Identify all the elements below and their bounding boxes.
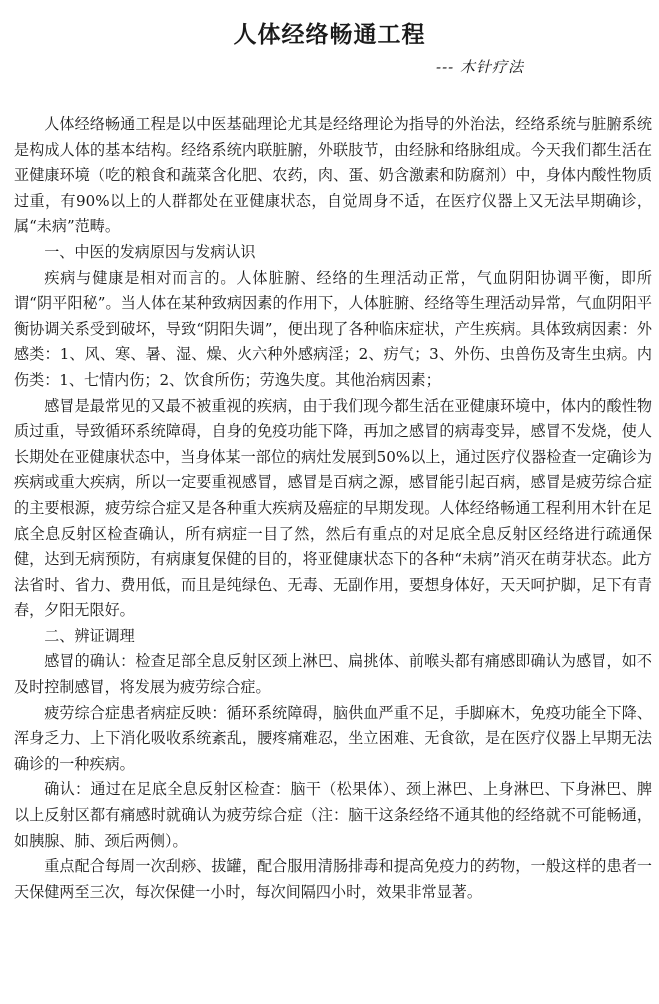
paragraph-cold: 感冒是最常见的又最不被重视的疾病，由于我们现今都生活在亚健康环境中，体内的酸性物质过重，导致循环系统障碍，自身的免疫功能下降，再加之感冒的病毒变异，感冒不发烧，使人长期处在亚健康状态中，当身体某一部位的病灶发展到50%以上，通过医疗仪器检查一定确诊为疾病或重大疾病，所以一定要重视感冒，感冒是百病之源，感冒能引起百病，感冒是疲劳综合症的主要根源，疲劳综合症又是各种重大疾病及癌症的早期发现。人体经络畅通工程利用木针在足底全息反射区检查确认，所有病症一目了然，然后有重点的对足底全息反射区经络进行疏通保健，达到无病预防，有病康复保健的目的，将亚健康状态下的各种“未病”消灭在萌芽状态。此方法省时、省力、费用低，而且是纯绿色、无毒、无副作用，要想身体好，天天呵护脚，足下有青春，夕阳无限好。 xyxy=(14,396,652,620)
document-subtitle: --- 木针疗法 xyxy=(436,58,524,76)
paragraph-disease-causes: 疾病与健康是相对而言的。人体脏腑、经络的生理活动正常，气血阴阳协调平衡，即所谓“阴平阳秘”。当人体在某种致病因素的作用下，人体脏腑、经络等生理活动异常，气血阴阳平衡协调关系受到破坏，导致“阴阳失调”，便出现了各种临床症状，产生疾病。具体致病因素：外感类：1、风、寒、暑、湿、燥、火六种外感病淫；2、疠气；3、外伤、虫兽伤及寄生虫病。内伤类：1、七情内伤；2、饮食所伤；劳逸失度。其他治病因素； xyxy=(14,268,652,389)
paragraph-fatigue-symptoms: 疲劳综合症患者病症反映：循环系统障碍，脑供血严重不足，手脚麻木，免疫功能全下降、浑身乏力、上下消化吸收系统紊乱，腰疼痛难忍，坐立困难、无食欲，是在医疗仪器上早期无法确诊的一种疾病。 xyxy=(14,703,652,773)
paragraph-intro: 人体经络畅通工程是以中医基础理论尤其是经络理论为指导的外治法，经络系统与脏腑系统是构成人体的基本结构。经络系统内联脏腑，外联肢节，由经脉和络脉组成。今天我们都生活在亚健康环境（吃的粮食和蔬菜含化肥、农药，肉、蛋、奶含激素和防腐剂）中，身体内酸性物质过重，有90%以上的人群都处在亚健康状态，自觉周身不适，在医疗仪器上又无法早期确诊，属“未病”范畴。 xyxy=(14,115,652,236)
section-heading-1: 一、中医的发病原因与发病认识 xyxy=(44,242,256,261)
section-heading-2: 二、辨证调理 xyxy=(44,626,135,645)
document-title: 人体经络畅通工程 xyxy=(233,22,426,48)
document-body xyxy=(14,112,652,905)
paragraph-treatment: 重点配合每周一次刮痧、拔罐，配合服用清肠排毒和提高免疫力的药物，一般这样的患者一天保健两至三次，每次保健一小时，每次间隔四小时，效果非常显著。 xyxy=(14,857,652,901)
paragraph-cold-diagnosis: 感冒的确认：检查足部全息反射区颈上淋巴、扁挑体、前喉头都有痛感即确认为感冒，如不及时控制感冒，将发展为疲劳综合症。 xyxy=(14,652,652,697)
paragraph-fatigue-diagnosis: 确认：通过在足底全息反射区检查：脑干（松果体）、颈上淋巴、上身淋巴、下身淋巴、脾以上反射区都有痛感时就确认为疲劳综合症（注：脑干这条经络不通其他的经络就不可能畅通，如胰腺、肺、颈后两侧）。 xyxy=(14,780,652,850)
